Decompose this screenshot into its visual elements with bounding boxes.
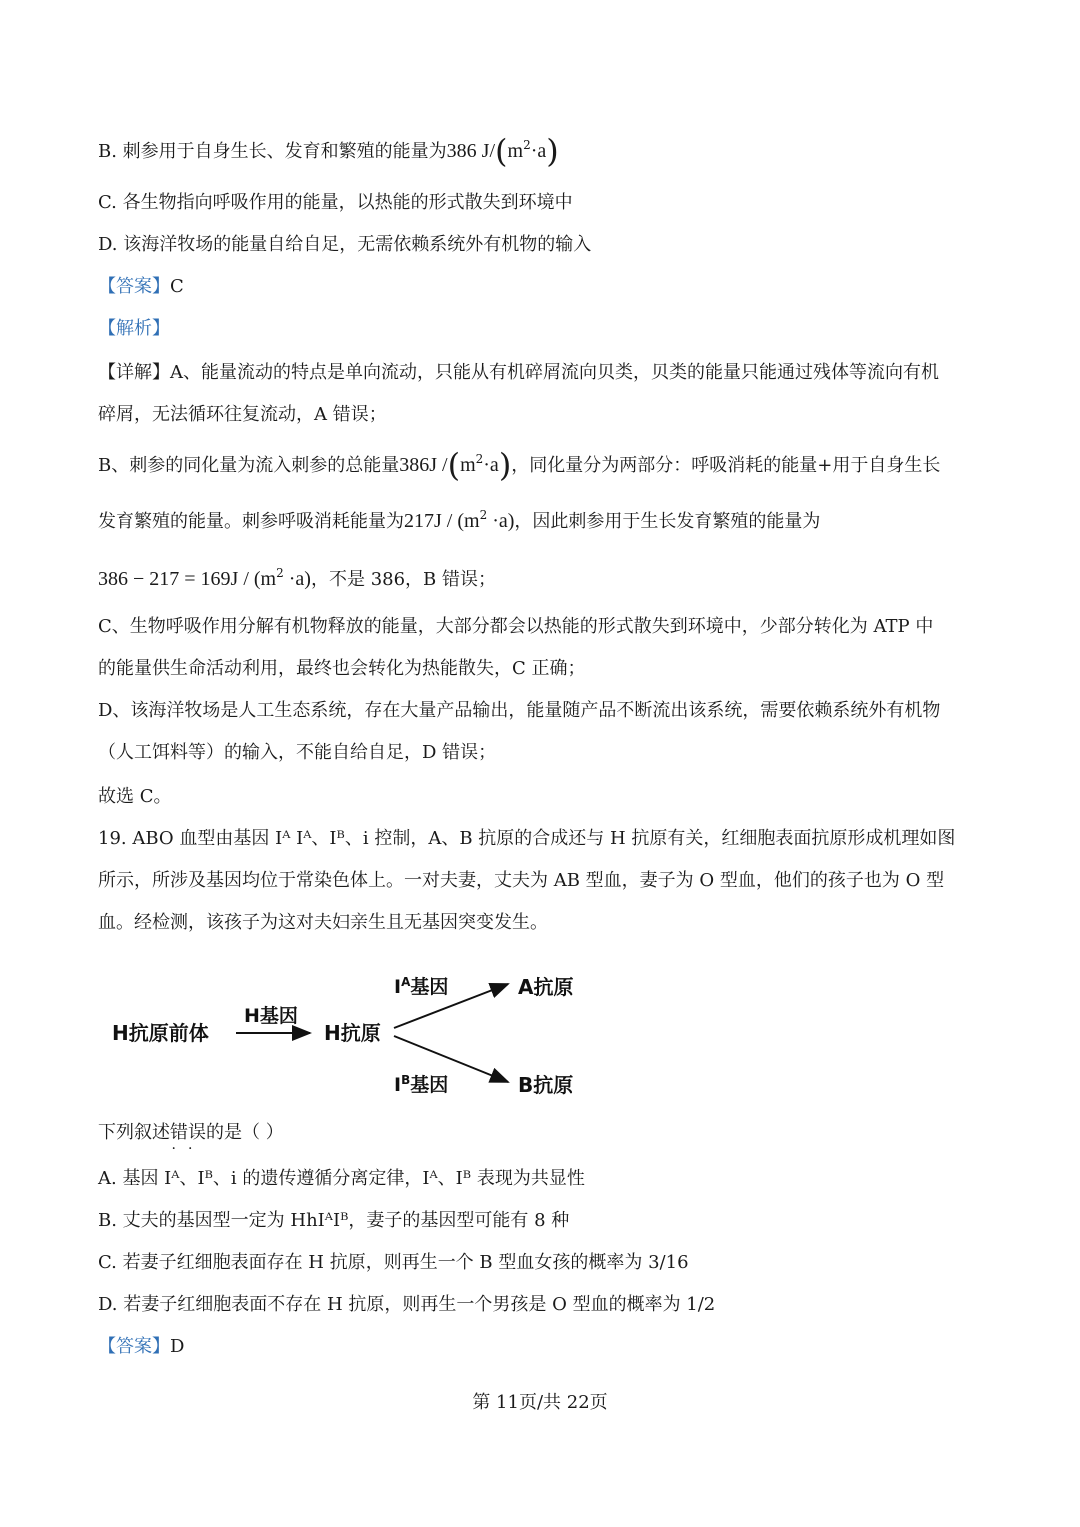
option-c-prev: C. 各生物指向呼吸作用的能量，以热能的形式散失到环境中	[98, 192, 573, 213]
prompt-emphasis	[170, 1122, 206, 1157]
antigen-pathway-diagram	[112, 968, 592, 1100]
unit-exp: 2	[479, 508, 488, 522]
ia-gene-label	[394, 975, 448, 998]
unit-exp: 2	[276, 566, 284, 580]
answer-prev	[98, 274, 984, 300]
answer-value: C	[170, 276, 184, 297]
answer19-label: 【答案】	[98, 1336, 170, 1357]
ib-gene-label	[394, 1073, 448, 1096]
detail-c-line1: C、生物呼吸作用分解有机物释放的能量，大部分都会以热能的形式散失到环境中，少部分转化为 ATP 中	[98, 616, 934, 637]
ia-gene-suffix: 基因	[410, 976, 449, 998]
detail-conclusion: 故选 C。	[98, 786, 172, 807]
ia-gene-sup: A	[401, 975, 411, 989]
detail-a-text: A、能量流动的特点是单向流动，只能从有机碎屑流向贝类，贝类的能量只能通过残体等流向有机	[170, 362, 939, 383]
paren-close: )	[546, 132, 559, 170]
q19-prompt	[98, 1120, 984, 1157]
paren-open: (	[447, 446, 461, 484]
detail-b3-post: ，不是 386，B 错误；	[310, 569, 496, 590]
h-antigen-label: H抗原	[324, 1021, 381, 1045]
detail-b2-value: 217J / (m	[404, 510, 480, 532]
b-antigen-label: B抗原	[518, 1073, 574, 1097]
unit-m: m	[507, 140, 524, 162]
paren-open: (	[495, 132, 508, 170]
detail-d-line1: D、该海洋牧场是人工生态系统，存在大量产品输出，能量随产品不断流出该系统，需要依赖系统外有机物	[98, 700, 941, 721]
detail-b2-pre: 发育繁殖的能量。刺参呼吸消耗能量为	[98, 511, 404, 532]
detail-b-value: 386J /	[399, 454, 448, 476]
answer19-value: D	[170, 1336, 185, 1357]
detail-label: 【详解】	[98, 362, 170, 383]
q19-option-c: C. 若妻子红细胞表面存在 H 抗原，则再生一个 B 型血女孩的概率为 3/16	[98, 1252, 689, 1273]
unit-exp: 2	[475, 452, 484, 466]
detail-c-line2: 的能量供生命活动利用，最终也会转化为热能散失，C 正确；	[98, 658, 586, 679]
ib-gene-prefix: I	[394, 1074, 402, 1096]
prompt-post: 的是（ ）	[206, 1122, 284, 1143]
detail-b2-unit-end: ·a)	[487, 510, 515, 532]
detail-b3-value: 386 − 217 = 169J / (m	[98, 568, 277, 590]
detail-b3-unit-end: ·a)	[283, 568, 311, 590]
detail-b-pre: B、刺参的同化量为流入刺参的总能量	[98, 455, 400, 476]
option-d-prev: D. 该海洋牧场的能量自给自足，无需依赖系统外有机物的输入	[98, 234, 592, 255]
q19-line1: 19. ABO 血型由基因 Iᴬ Iᴬ、Iᴮ、i 控制，A、B 抗原的合成还与 H 抗原有关，红细胞表面抗原形成机理如图	[98, 828, 956, 849]
option-b-text: B. 刺参用于自身生长、发育和繁殖的能量为	[98, 141, 447, 162]
detail-b-line2	[98, 508, 984, 535]
prompt-emph-text: 错误	[170, 1122, 206, 1143]
page-footer: 第 11页/共 22页	[472, 1392, 608, 1413]
q19-option-d: D. 若妻子红细胞表面不存在 H 抗原，则再生一个男孩是 O 型血的概率为 1/2	[98, 1294, 716, 1315]
q19-line2: 所示，所涉及基因均位于常染色体上。一对夫妻，丈夫为 AB 型血，妻子为 O 型血，他们的孩子也为 O 型	[98, 870, 945, 891]
emphasis-dots: ··	[171, 1141, 205, 1157]
detail-a-line2: 碎屑，无法循环往复流动，A 错误；	[98, 404, 387, 425]
unit-m: m	[460, 454, 476, 476]
detail-b-line1	[98, 446, 984, 484]
detail-a-line1	[98, 360, 984, 386]
detail-d-line2: （人工饵料等）的输入，不能自给自足，D 错误；	[98, 742, 497, 763]
detail-b-post: ，同化量分为两部分：呼吸消耗的能量+用于自身生长	[511, 455, 941, 476]
answer-19	[98, 1334, 984, 1360]
unit-a: ·a	[530, 140, 547, 162]
detail-b-line3	[98, 566, 984, 593]
prompt-pre: 下列叙述	[98, 1122, 170, 1143]
ia-gene-prefix: I	[394, 976, 402, 998]
analysis-label: 【解析】	[98, 318, 170, 339]
answer-label: 【答案】	[98, 276, 170, 297]
option-b-value: 386 J/	[446, 140, 496, 162]
precursor-label: H抗原前体	[112, 1021, 209, 1045]
unit-exp: 2	[523, 138, 531, 152]
option-b-prev	[98, 132, 984, 170]
detail-b2-post: ，因此刺参用于生长发育繁殖的能量为	[514, 511, 821, 532]
paren-close: )	[498, 446, 512, 484]
ib-gene-suffix: 基因	[410, 1074, 449, 1096]
h-gene-label: H基因	[244, 1005, 298, 1027]
a-antigen-label: A抗原	[518, 975, 574, 999]
q19-option-a: A. 基因 Iᴬ、Iᴮ、i 的遗传遵循分离定律，Iᴬ、Iᴮ 表现为共显性	[98, 1168, 585, 1189]
ib-gene-sup: B	[401, 1073, 411, 1087]
q19-option-b: B. 丈夫的基因型一定为 HhIᴬIᴮ，妻子的基因型可能有 8 种	[98, 1210, 570, 1231]
q19-line3: 血。经检测，该孩子为这对夫妇亲生且无基因突变发生。	[98, 912, 548, 933]
unit-a: ·a	[483, 454, 499, 476]
